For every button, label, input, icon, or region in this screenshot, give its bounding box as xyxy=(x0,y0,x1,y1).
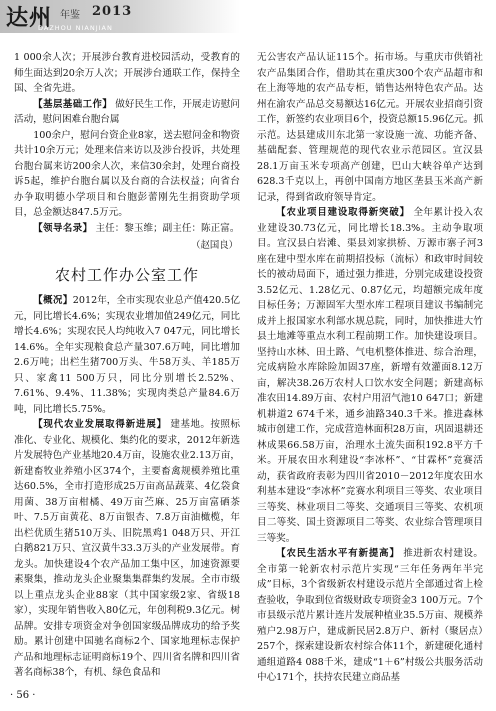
paragraph xyxy=(257,205,483,546)
paragraph xyxy=(14,97,240,128)
page-header xyxy=(0,0,496,40)
section-title: 农村工作办公室工作 xyxy=(54,265,199,284)
section-tag: 【农业项目建设取得新突破】 xyxy=(276,207,410,218)
section-tag: 【领导名录】 xyxy=(33,222,93,234)
yearbook-year: 2013 xyxy=(92,4,133,19)
yearbook-brand: 达州 xyxy=(6,6,53,31)
paragraph-text: 全年累计投入农业建设30.73亿元，同比增长18.3%。主动争取项目。宣汉县白岩滩、渠县刘家拱桥、万源市寨子河3座在建中型水库在前期招投标（流标）和政审时间较长的被动局面下，通过强力推进，分别完成建设投资3.52亿元、1.28亿元、0.87亿元，均超额完成年度目标任务；万源固军大型水库工程项目建议书编制完成并上报国家水利部水规总院，同时，加快推进大竹县土地滩等重点水利工程前期工作。加快建设项目。坚持山水林、田土路、气电机整体推进、综合治理，完成病险水库除险加固37座，新增有效灌面8.12万亩，解决38.26万农村人口饮水安全问题；新建高标准农田14.89万亩、农村户用沼气池10 647口；新建机耕道2 674千米，通乡油路340.3千米。推进森林城市创建工作，完成营造林面积28万亩，巩固退耕还林成果66.58万亩，治理水土流失面积192.8平方千米。开展农田水利建设“李冰杯”、“甘霖杯”竞赛活动，获省政府表彰为四川省2010－2012年度农田水利基本建设“李冰杯”竞赛水利项目三等奖、农业项目三等奖、林业项目二等奖、交通项目三等奖、农机项目二等奖、国土资源项目二等奖、农业综合管理项目三等奖。 xyxy=(257,207,483,544)
paragraph: 无公害农产品认证115个。拓市场。与重庆市供销社农产品集团合作，借助其在重庆300个农产品超市和在上海等地的农产品专柜，销售达州特色农产品。达州在渝农产品总交易额达16亿元。开展农业招商引资工作，新签约农业项目6个，投资总额15.96亿元。抓示范。达县建成川东北第一家设施一流、功能齐备、基础配套、管理规范的现代农业示范园区。宣汉县28.1万亩玉米专项高产创建，巴山大峡谷单产达到628.3千克以上，再创中国南方地区垄县玉米高产新记录，得到省政府领导肯定。 xyxy=(257,52,483,203)
yearbook-english-title: DAZHOU NIANJIAN xyxy=(38,24,113,32)
paragraph: 100余户，慰问台资企业8家，送去慰问金和物资共计10余万元；处理来信来访以及涉台投诉，共处理台胞台属来访200余人次，来信30余封，处理台商投诉5起，维护台胞台属以及台商的合法权益；向省台办争取明德小学项目和台胞彭蕾刚先生捐资助学项目，总金额达847.5万元。 xyxy=(14,129,240,218)
paragraph xyxy=(257,546,483,686)
page-number: · 56 · xyxy=(10,690,36,701)
paragraph xyxy=(14,221,240,237)
paragraph xyxy=(14,417,240,681)
paragraph-text: 2012年，全市实现农业总产值420.5亿元，同比增长4.6%；实现农业增加值249亿元，同比增长4.6%；实现农民人均纯收入7 047元，同比增长14.6%。全年实现粮食总产量307.6万吨，同比增加2.6万吨；出栏生猪700万头、牛58万头、羊185万只、家禽11 500万只，同比分别增长2.52%、7.61%、9.4%、11.38%；实现肉类总产量84.6万吨，同比增长5.75%。 xyxy=(14,295,240,415)
right-column xyxy=(257,50,483,686)
paragraph-text: 做好民生工作，开展走访慰问活动，慰问困难台胞台属 xyxy=(14,98,240,125)
paragraph: 1 000余人次；开展涉台教育进校园活动，受教育的师生面达到20余万人次；开展涉台通联工作，保持全国、全省先进。 xyxy=(14,52,240,94)
section-tag: 【农民生活水平有新提高】 xyxy=(276,548,400,559)
paragraph xyxy=(14,293,240,417)
yearbook-subtitle: 年鉴 xyxy=(60,10,80,21)
paragraph-text: 主任：黎玉维；副主任：陈正富。 xyxy=(95,222,240,234)
paragraph-text: 推进新农村建设。全市第一轮新农村示范片实现“三年任务两年半完成”目标，3个省级新农村建设示范片全部通过省上检查验收，争取到位省级财政专项资金3 100万元。7个市县级示范片累计连片发展种植业35.5万亩、规模养殖户2.98万户，建成新民居2.8万户、新村（聚居点）257个，探索建设新农村综合体11个，新建硬化通村通组道路4 088千米，建成“1＋6”村级公共服务活动中心171个，扶持农民建立商品基 xyxy=(257,548,483,683)
section-tag: 【现代农业发展取得新进展】 xyxy=(33,419,167,430)
paragraph-text: 建基地。按照标准化、专业化、规模化、集约化的要求，2012年新选片发展特色产业基地20.4万亩，设施农业2.13万亩，新建畜牧业养殖小区374个，主要畜禽规模养殖比重达60.5%，全市打造形成25万亩高品蔬菜、4亿袋食用菌、38万亩柑橘、49万亩苎麻、25万亩富硒茶叶、7.5万亩黄花、8万亩银杏、7.8万亩油橄榄，年出栏优质生猪510万头、旧院黑鸡1 048万只、开江白鹅821万只、宣汉黄牛33.3万头的产业发展带。育龙头。加快建设4个农产品加工集中区，加速资源要素聚集，推动龙头企业聚集集群集约发展。全市市级以上重点龙头企业88家（其中国家级2家、省级18家），实现年销售收入80亿元，年创利税9.3亿元。树品牌。安排专项资金对争创国家级品牌成功的给予奖励。累计创建中国驰名商标2个、国家地理标志保护产品和地理标志证明商标19个、四川省名牌和四川省著名商标38个，有机、绿色食品和 xyxy=(14,419,240,678)
section-tag: 【基层基础工作】 xyxy=(33,98,113,110)
author-signature: （赵国良） xyxy=(191,240,238,251)
left-column xyxy=(14,50,240,681)
section-tag: 【概况】 xyxy=(33,295,73,306)
